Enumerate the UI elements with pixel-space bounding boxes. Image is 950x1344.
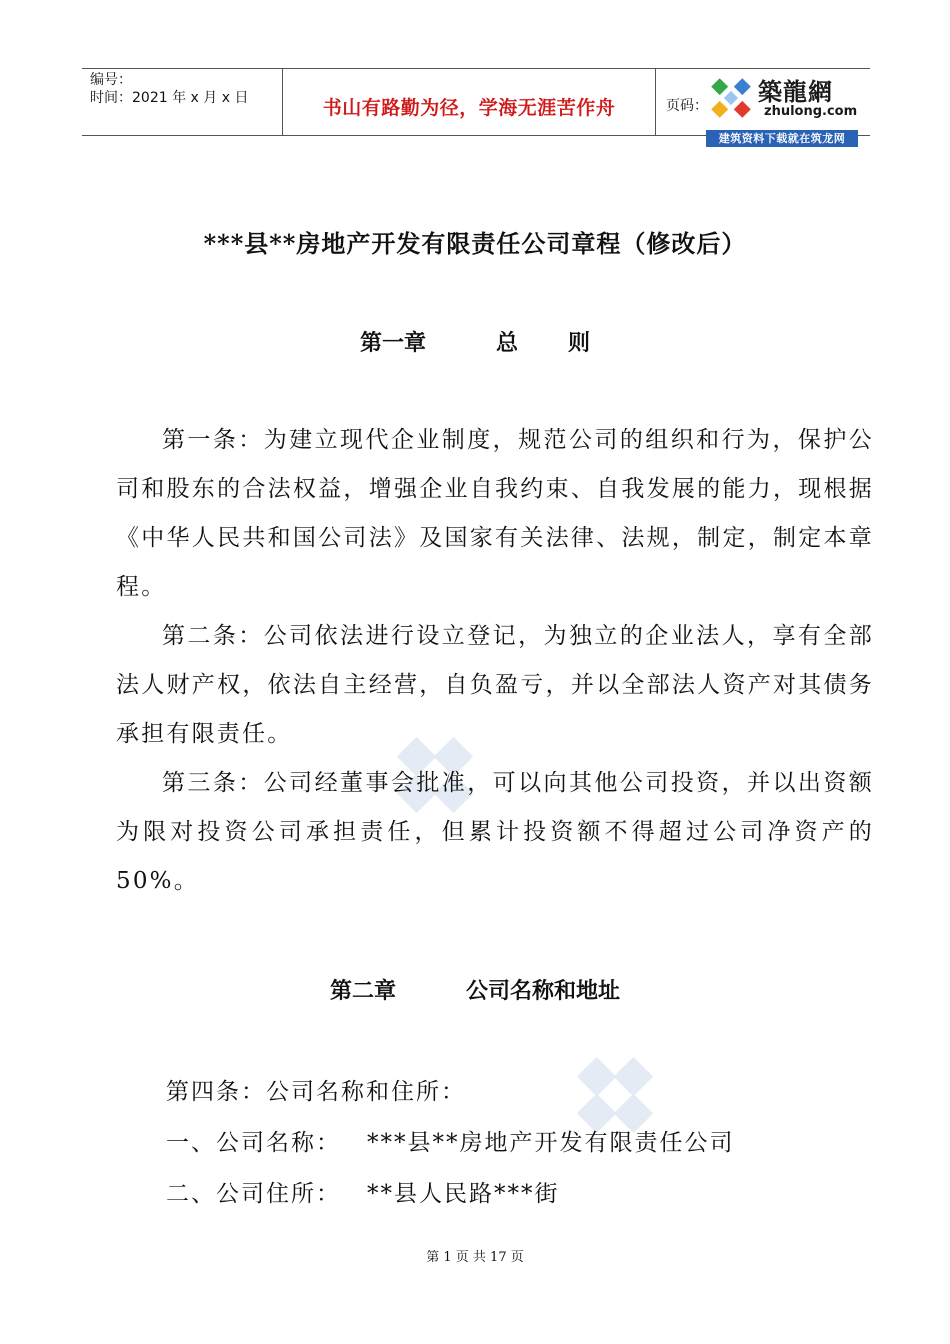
article-3: 第三条：公司经董事会批准，可以向其他公司投资，并以出资额为限对投资公司承担责任，但累计投资额不得超过公司净资产的50%。	[116, 770, 874, 894]
zhulong-mark-icon	[706, 70, 756, 126]
chapter-2-heading	[0, 974, 950, 1005]
chapter-2-number: 第二章	[329, 978, 396, 1004]
company-name-value: ***县**房地产开发有限责任公司	[367, 1130, 735, 1156]
chapter-1-heading	[0, 326, 950, 357]
motto: 书山有路勤为径，学海无涯苦作舟	[322, 97, 616, 119]
company-name-label: 一、公司名称：	[166, 1130, 341, 1156]
header-meta	[82, 69, 282, 135]
chapter-1-name-a: 总	[495, 330, 518, 356]
page-number-label: 页码：	[666, 98, 708, 114]
chapter-1-body	[116, 416, 874, 906]
chapter-1-name-b: 则	[568, 330, 591, 356]
company-address-value: **县人民路***街	[367, 1181, 560, 1207]
company-name-line	[166, 1124, 735, 1157]
zhulong-logo	[706, 70, 858, 146]
header-motto-cell	[282, 69, 656, 135]
page-footer: 第 1 页 共 17 页	[426, 1250, 524, 1265]
chapter-1-number: 第一章	[359, 330, 426, 356]
article-4: 第四条：公司名称和住所：	[166, 1079, 466, 1105]
company-address-label: 二、公司住所：	[166, 1181, 341, 1207]
article-2: 第二条：公司依法进行设立登记，为独立的企业法人，享有全部法人财产权，依法自主经营，自负盈亏，并以全部法人资产对其债务承担有限责任。	[116, 623, 874, 747]
logo-chinese-text: 築龍網	[758, 77, 833, 106]
document-title: ***县**房地产开发有限责任公司章程（修改后）	[203, 229, 747, 258]
time-label: 时间：2021 年 x 月 x 日	[90, 90, 249, 106]
article-1: 第一条：为建立现代企业制度，规范公司的组织和行为，保护公司和股东的合法权益，增强企业自我约束、自我发展的能力，现根据《中华人民共和国公司法》及国家有关法律、法规，制定，制定本章程。	[116, 427, 874, 600]
logo-english-text: zhulong.com	[764, 104, 858, 119]
chapter-2-name: 公司名称和地址	[466, 978, 621, 1004]
logo-slogan: 建筑资料下载就在筑龙网	[706, 130, 858, 147]
company-address-line	[166, 1175, 560, 1208]
number-label: 编号：	[90, 72, 132, 88]
